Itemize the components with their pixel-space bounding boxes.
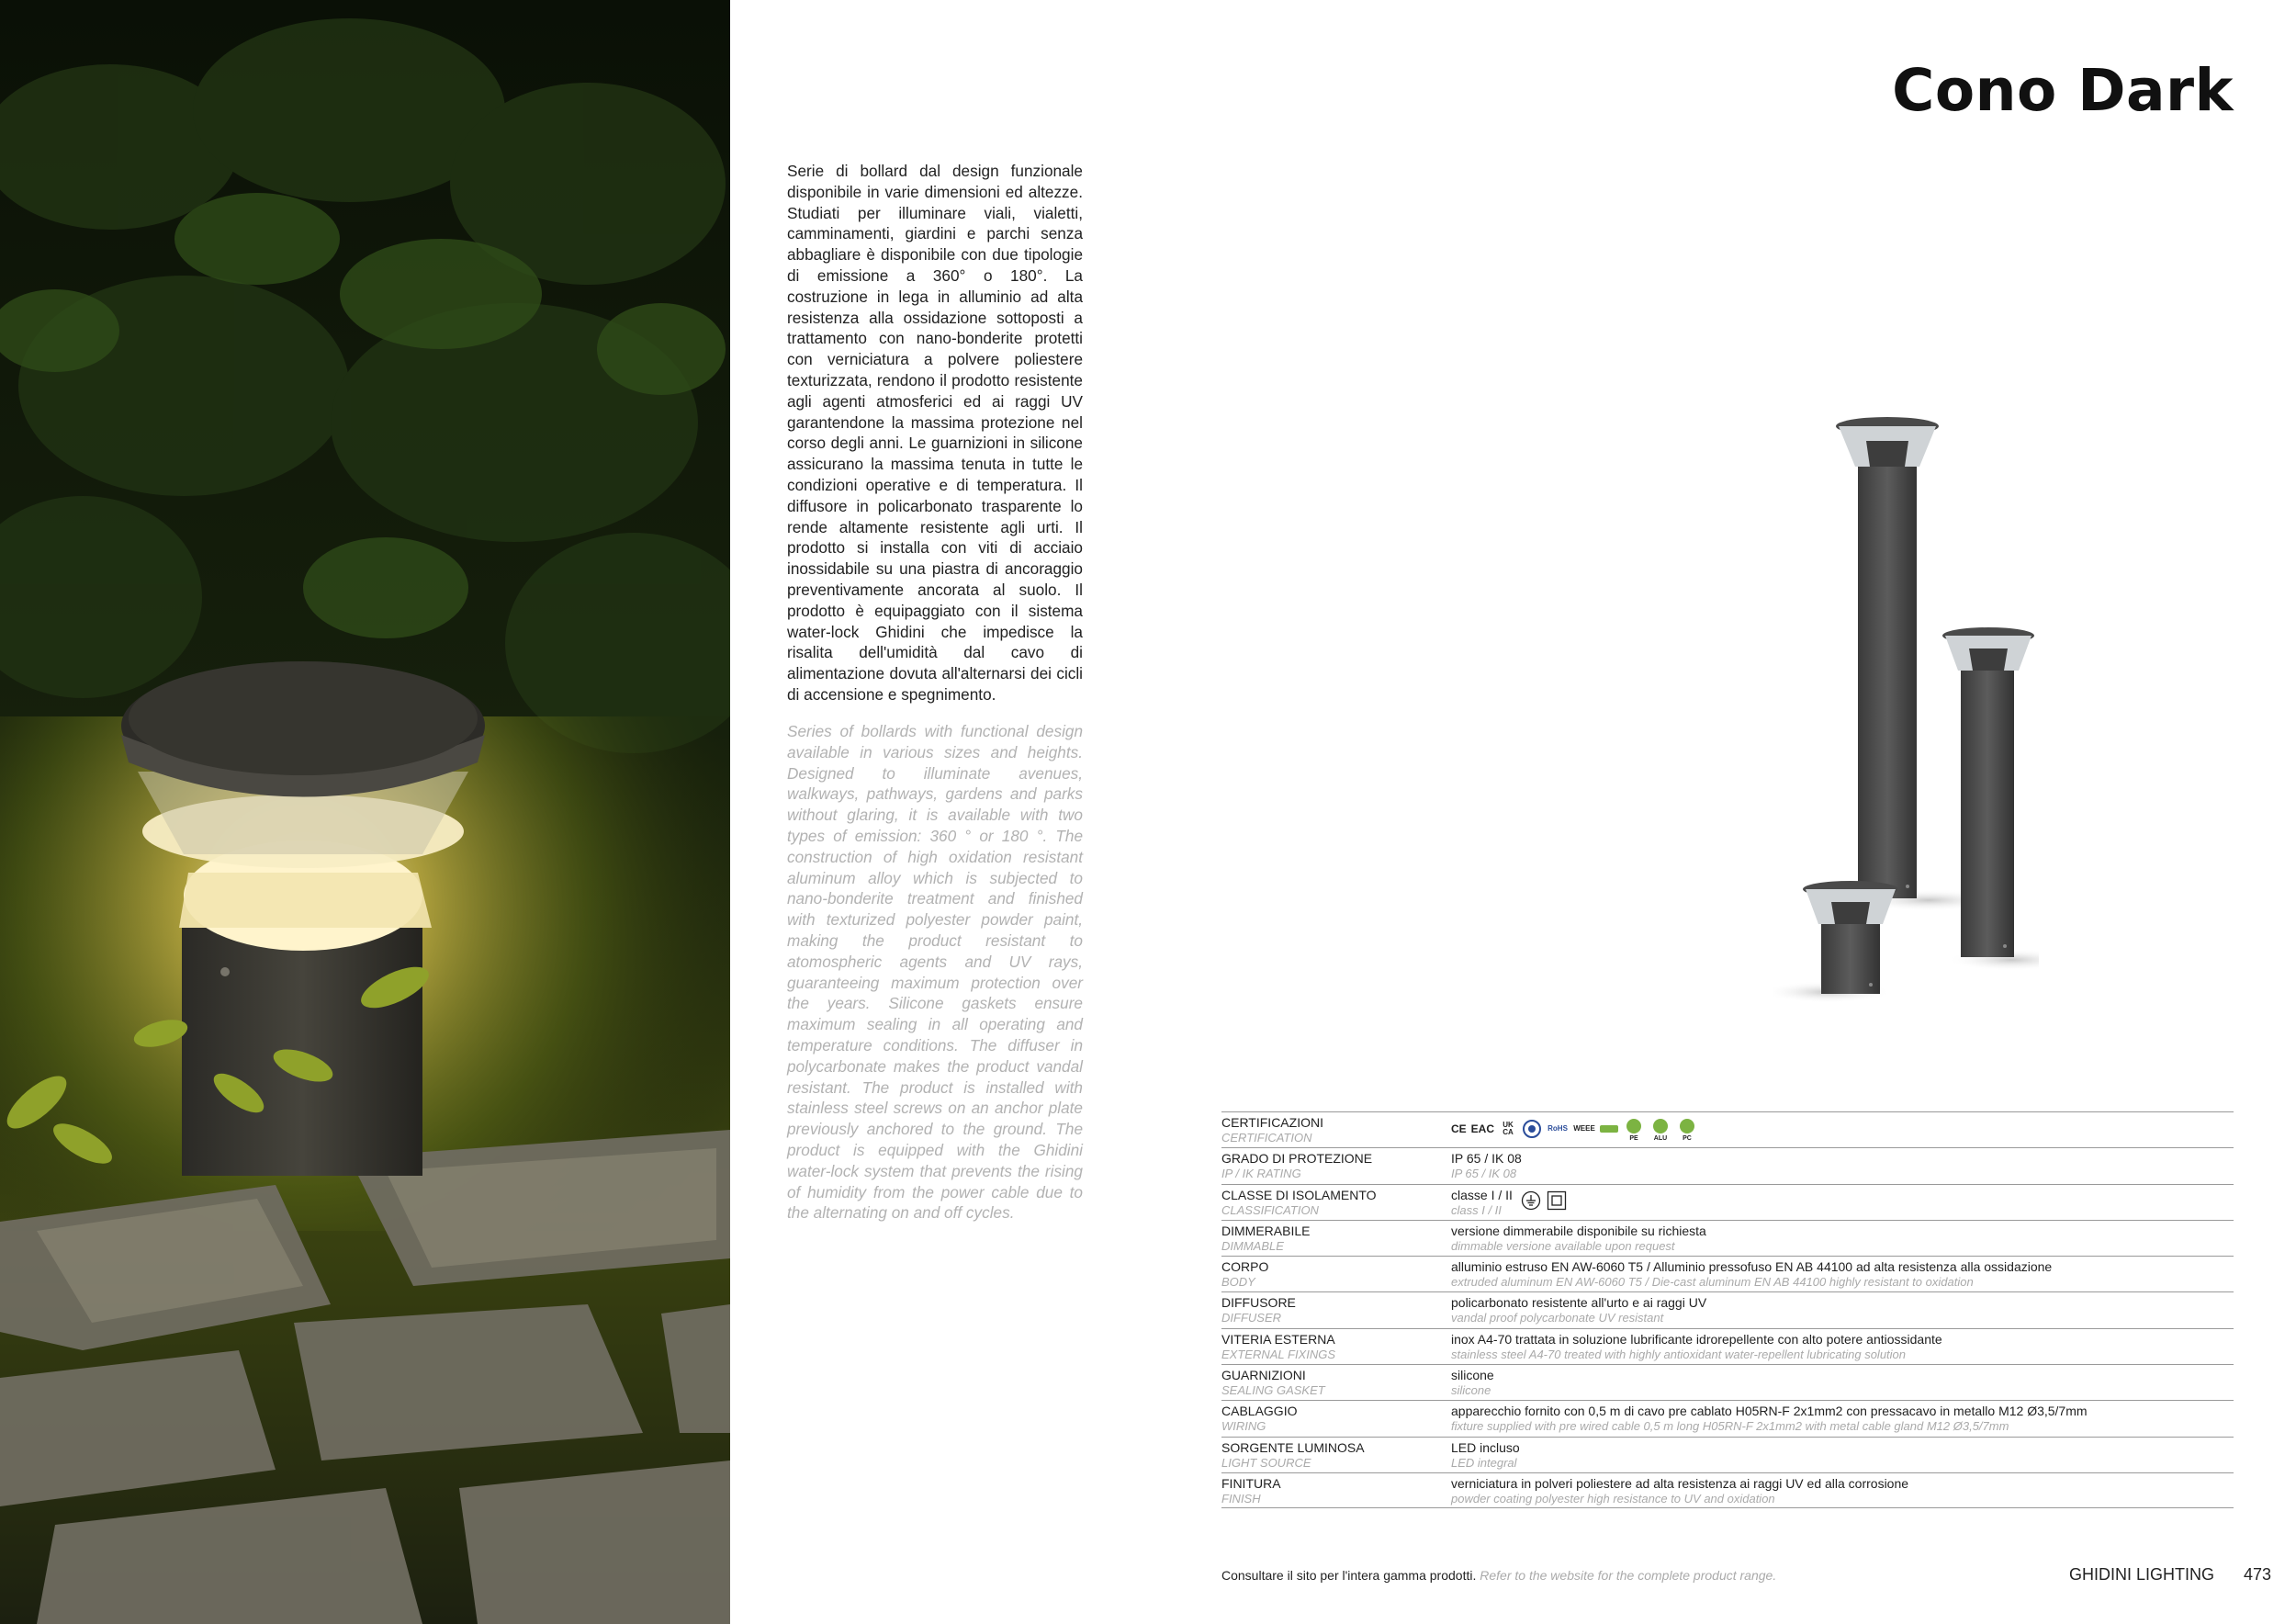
product-photo: [0, 0, 730, 1624]
svg-text:ALU: ALU: [1653, 1135, 1668, 1141]
spec-row-wiring: [1221, 1400, 2234, 1436]
spec-row-certifications: [1221, 1111, 2234, 1147]
spec-row-external-fixings: [1221, 1328, 2234, 1364]
description-italian: Serie di bollard dal design funzionale disponibile in varie dimensioni ed altezze. Studiati per illuminare viali, vialetti, camminamenti, giardini e parchi senza abbagliare è disponibile con due tipologie di emissione a 360° o 180°. La costruzione in lega in alluminio ad alta resistenza alla ossidazione sottoposti a trattamento con nano-bonderite protetti con verniciatura a polvere poliestere texturizzata, rendono il prodotto resistente agli agenti atmosferici ed ai raggi UV garantendone la massima protezione nel corso degli anni. Le guarnizioni in silicone assicurano la massima tenuta in tutte le condizioni operative e di temperatura. Il diffusore in policarbonato trasparente lo rende altamente resistente agli urti. Il prodotto si installa con viti di acciaio inossidabile su una piastra di ancoraggio preventivamente ancorata al suolo. Il prodotto è equipaggiato con il sistema water-lock Ghidini che impedisce la risalita dell'umidità dal cavo di alimentazione dovuta all'alternarsi dei cicli di accensione e spegnimento.: [787, 162, 1083, 704]
spec-row-dimmable: [1221, 1220, 2234, 1256]
spec-row-body: [1221, 1256, 2234, 1291]
spec-row-gasket: [1221, 1364, 2234, 1400]
spec-value: verniciatura in polveri poliestere ad alta resistenza ai raggi UV ed alla corrosione: [1451, 1475, 1909, 1491]
spec-value: LED incluso: [1451, 1439, 1520, 1455]
spec-value: [1451, 1188, 1513, 1202]
spec-label: FINITURA: [1221, 1475, 1281, 1491]
spec-label-en: LIGHT SOURCE: [1221, 1455, 1311, 1470]
spec-value-en: dimmable versione available upon request: [1451, 1238, 1675, 1253]
spec-value: silicone: [1451, 1368, 1494, 1383]
spec-label-en: DIFFUSER: [1221, 1311, 1281, 1325]
double-insulation-icon: [1547, 1190, 1567, 1211]
spec-label-en: IP / IK RATING: [1221, 1167, 1301, 1181]
spec-label-en: WIRING: [1221, 1419, 1266, 1434]
spec-label: CLASSE DI ISOLAMENTO: [1221, 1187, 1377, 1202]
weee-mark-icon: WEEE: [1573, 1124, 1595, 1133]
recycle-alu-icon: [1649, 1118, 1671, 1140]
page-title: Cono Dark: [1892, 57, 2234, 124]
spec-value-en: IP 65 / IK 08: [1451, 1167, 1517, 1181]
recycle-pe-icon: [1623, 1118, 1645, 1140]
spec-label-en: BODY: [1221, 1275, 1255, 1290]
spec-label: CABLAGGIO: [1221, 1404, 1298, 1419]
spec-value-en: silicone: [1451, 1383, 1491, 1398]
spec-value: alluminio estruso EN AW-6060 T5 / Alluminio pressofuso EN AB 44100 ad alta resistenza alla ossidazione: [1451, 1259, 2053, 1275]
ukca-mark-icon: UK CA: [1503, 1121, 1514, 1136]
spec-value: IP 65 / IK 08: [1451, 1151, 1522, 1167]
spec-row-classification: [1221, 1184, 2234, 1220]
spec-value: inox A4-70 trattata in soluzione lubrificante idrorepellente con alto potere antiossidante: [1451, 1331, 1942, 1347]
brand-name: GHIDINI LIGHTING: [2069, 1565, 2215, 1584]
rohs-mark-icon: RoHS: [1548, 1124, 1568, 1133]
spec-row-light-source: [1221, 1437, 2234, 1472]
class-icons: [1521, 1190, 1567, 1211]
eac-mark-icon: EAC: [1470, 1122, 1495, 1135]
spec-table: [1221, 1111, 2234, 1508]
footer-note-it: Consultare il sito per l'intera gamma prodotti.: [1221, 1568, 1477, 1583]
spec-label: SORGENTE LUMINOSA: [1221, 1439, 1365, 1455]
spec-label-en: CERTIFICATION: [1221, 1131, 1312, 1145]
spec-label: GUARNIZIONI: [1221, 1368, 1306, 1383]
spec-label: VITERIA ESTERNA: [1221, 1331, 1335, 1347]
spec-label: GRADO DI PROTEZIONE: [1221, 1151, 1373, 1167]
svg-text:PE: PE: [1629, 1135, 1638, 1141]
spec-label-en: SEALING GASKET: [1221, 1383, 1325, 1398]
svg-text:PC: PC: [1683, 1135, 1692, 1141]
spec-value-en: class I / II: [1451, 1202, 1502, 1217]
spec-row-diffuser: [1221, 1291, 2234, 1327]
spec-value: policarbonato resistente all'urto e ai raggi UV: [1451, 1295, 1707, 1311]
spec-label-en: CLASSIFICATION: [1221, 1202, 1319, 1217]
spec-value: apparecchio fornito con 0,5 m di cavo pre cablato H05RN-F 2x1mm2 con pressacavo in metallo M12 Ø3,5/7mm: [1451, 1404, 2088, 1419]
spec-value: versione dimmerabile disponibile su richiesta: [1451, 1223, 1706, 1238]
spec-label-en: FINISH: [1221, 1491, 1261, 1506]
spec-label: DIFFUSORE: [1221, 1295, 1296, 1311]
spec-row-finish: [1221, 1472, 2234, 1508]
spec-label: CORPO: [1221, 1259, 1269, 1275]
description-english: Series of bollards with functional design available in various sizes and heights. Designed to illuminate avenues, walkways, pathways, gardens and parks without glaring, it is available with two types of emission: 360 ° or 180 °. The construction of high oxidation resistant aluminum alloy which is subjected to nano-bonderite treatment and finished with texturized polyester powder paint, making the product resistant to atomospheric agents and UV rays, guaranteeing maximum protection over the years. Silicone gaskets ensure maximum sealing in all operating and temperature conditions. The diffuser in polycarbonate makes the product vandal resistant. The product is installed with stainless steel screws on an anchor plate previously anchored to the ground. The product is equipped with the Ghidini water-lock system that prevents the rising of humidity from the power cable due to the alternating on and off cycles.: [787, 722, 1083, 1223]
spec-value-text: classe I / II: [1451, 1187, 1513, 1202]
enec-mark-icon: [1522, 1118, 1542, 1140]
spec-value-en: extruded aluminum EN AW-6060 T5 / Die-cast aluminum EN AB 44100 highly resistant to oxidation: [1451, 1275, 1974, 1290]
spec-label: CERTIFICAZIONI: [1221, 1115, 1323, 1130]
page-number: 473: [2244, 1565, 2272, 1584]
spec-value-en: LED integral: [1451, 1455, 1517, 1470]
product-illustration: [1773, 404, 2039, 1010]
footer-note-en: Refer to the website for the complete product range.: [1480, 1568, 1777, 1583]
spec-row-protection: [1221, 1147, 2234, 1183]
spec-value-en: vandal proof polycarbonate UV resistant: [1451, 1311, 1664, 1325]
spec-value-en: stainless steel A4-70 treated with highly antioxidant water-repellent lubricating solution: [1451, 1347, 1907, 1361]
spec-label-en: EXTERNAL FIXINGS: [1221, 1347, 1336, 1361]
spec-value-en: powder coating polyester high resistance to UV and oxidation: [1451, 1491, 1775, 1506]
spec-label-en: DIMMABLE: [1221, 1238, 1284, 1253]
green-bar-icon: [1600, 1118, 1618, 1140]
ce-mark-icon: CE: [1451, 1122, 1467, 1135]
spec-label: DIMMERABILE: [1221, 1223, 1311, 1238]
spec-value-en: fixture supplied with pre wired cable 0,5 m long H05RN-F 2x1mm2 with metal cable gland M12 Ø3,5/7mm: [1451, 1419, 2009, 1434]
recycle-pc-icon: [1676, 1118, 1698, 1140]
footer-note: [1221, 1568, 1776, 1583]
certification-marks: [1451, 1118, 1698, 1140]
earth-ground-icon: [1521, 1190, 1541, 1211]
